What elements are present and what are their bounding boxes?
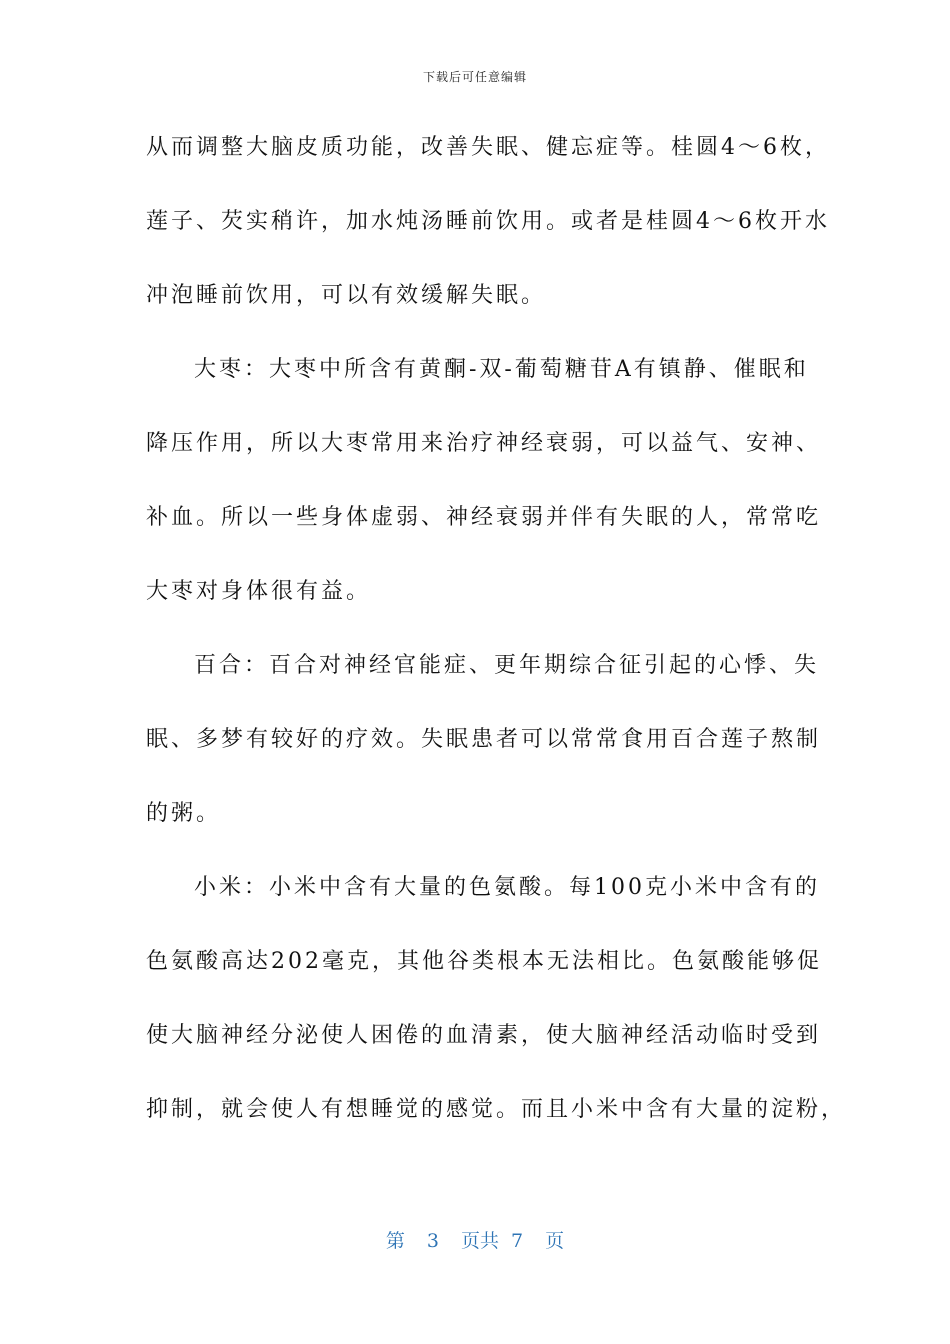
body-line: 从而调整大脑皮质功能，改善失眠、健忘症等。桂圆4～6枚，: [146, 135, 830, 160]
body-line: 大枣对身体很有益。: [146, 579, 372, 604]
header-note: 下载后可任意编辑: [422, 70, 527, 84]
body-line: 补血。所以一些身体虚弱、神经衰弱并伴有失眠的人，常常吃: [146, 505, 822, 530]
body-line: 的粥。: [146, 801, 222, 826]
body-line: 冲泡睡前饮用，可以有效缓解失眠。: [146, 283, 547, 308]
body-line: 抑制，就会使人有想睡觉的感觉。而且小米中含有大量的淀粉，: [146, 1097, 847, 1122]
current-page-number: 3: [426, 1230, 439, 1252]
body-line: 大枣：大枣中所含有黄酮-双-葡萄糖苷A有镇静、催眠和: [194, 357, 809, 382]
body-line: 降压作用，所以大枣常用来治疗神经衰弱，可以益气、安神、: [146, 431, 822, 456]
body-line: 色氨酸高达202毫克，其他谷类根本无法相比。色氨酸能够促: [146, 949, 822, 974]
total-pages-number: 7: [511, 1230, 524, 1252]
body-line: 莲子、芡实稍许，加水炖汤睡前饮用。或者是桂圆4～6枚开水: [146, 209, 830, 234]
body-line: 小米：小米中含有大量的色氨酸。每100克小米中含有的: [194, 875, 820, 900]
footer-prefix: 第: [385, 1230, 405, 1252]
body-line: 使大脑神经分泌使人困倦的血清素，使大脑神经活动临时受到: [146, 1023, 822, 1048]
page-footer: [0, 1226, 950, 1253]
body-line: 眠、多梦有较好的疗效。失眠患者可以常常食用百合莲子熬制: [146, 727, 822, 752]
footer-suffix: 页: [545, 1230, 565, 1252]
document-body: [146, 130, 847, 1166]
body-line: 百合：百合对神经官能症、更年期综合征引起的心悸、失: [194, 653, 820, 678]
footer-middle: 页共: [460, 1230, 499, 1252]
